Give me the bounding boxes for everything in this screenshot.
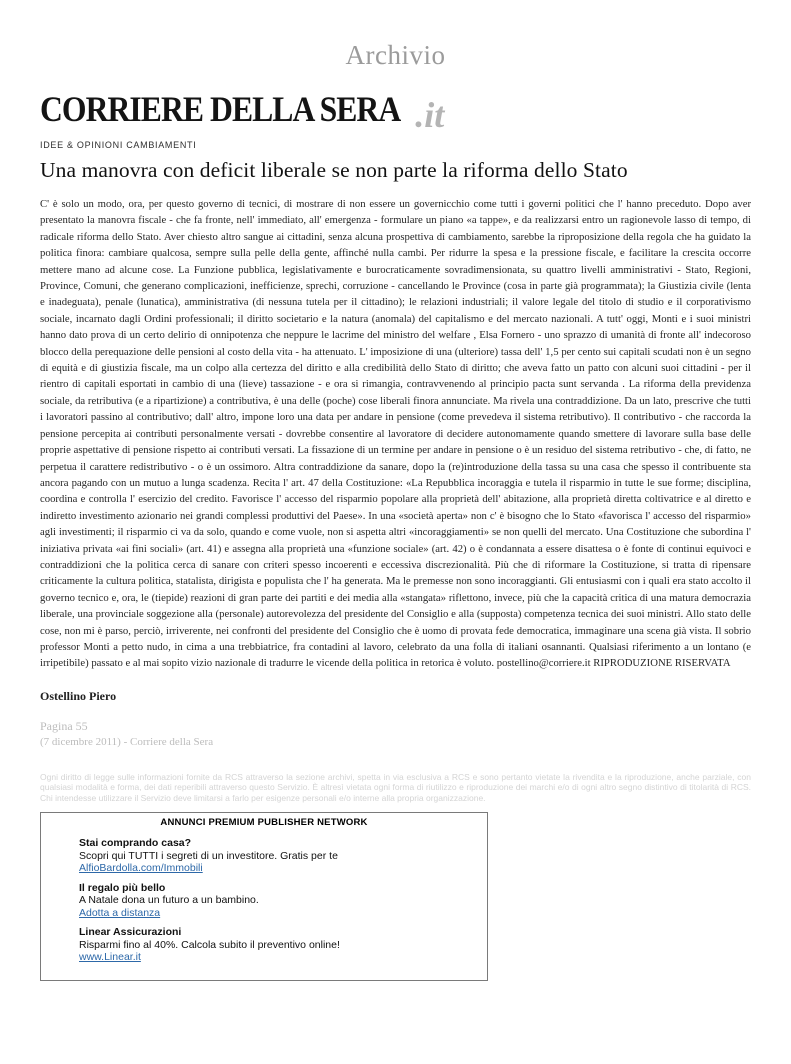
article-author: Ostellino Piero <box>40 688 117 703</box>
ad-item-description: A Natale dona un futuro a un bambino. <box>79 894 259 907</box>
ad-item <box>79 882 477 920</box>
logo-text: CORRIERE DELLA SERA <box>40 90 401 130</box>
article-body: C' è solo un modo, ora, per questo governo di tecnici, di mostrare di non essere un governicchio come tutti i governi politici che l' hanno preceduto. Dopo aver presentato la manovra fiscale - che fa fronte, nell' immediato, all' emergenza - formulare un piano «a tappe», e da realizzarsi entro un ragionevole lasso di tempo, di radicale riforma dello Stato. Aver chiesto altro sangue ai cittadini, senza alcuna prospettiva di cambiamento, sarebbe la riproposizione della regola che ha guidato la politica finora: cambiare qualcosa, sempre sulla pelle della gente, affinché nulla cambi. Per ridurre la spesa e la pressione fiscale, e facilitare la crescita occorre mettere mano ad alcune cose. La Funzione pubblica, legislativamente e burocraticamente sovradimensionata, su quattro livelli amministrativi - Stato, Regioni, Province, Comuni, che generano complicazioni, inefficienze, sprechi, corruzione - cancellando le Province (cosa in parte già programmata); la Giustizia civile (lenta e inadeguata), penale (lunatica), amministrativa (di nessuna tutela per il cittadino); le relazioni industriali; il valore legale del titolo di studio e il corporativismo sociale, incarnato dagli Ordini professionali; il diritto societario e la natura (anomala) del capitalismo e del mercato nazionali. A tutt' oggi, Monti e i suoi ministri hanno dato prova di un certo delirio di onnipotenza che neppure le lacrime del ministro del welfare , Elsa Fornero - uno sprazzo di umanità di fronte all' indecoroso blocco della perequazione delle pensioni al costo della vita - ha attenuato. L' imposizione di una (ulteriore) tassa dell' 1,5 per cento sui capitali scudati non è un segno di equità e di giustizia fiscale, ma un colpo alla certezza del diritto e alla credibilità dello Stato di diritto; che aveva fatto un patto con alcuni suoi cittadini - per il rientro di capitali esportati in cambio di una (lieve) tassazione - e ora si rimangia, contravvenendo al principio pacta sunt servanda . La riforma della previdenza sociale, da retributiva (e a ripartizione) a contributiva, è una delle (poche) cose liberali finora annunciate. Ma rivela una contraddizione. Da un lato, prescrive che tutti i lavoratori passino al contributivo; dall' altro, impone loro una data per andare in pensione (come prevedeva il sistema retributivo). Il contributivo - che raccorda la pensione percepita ai contributi personalmente versati - dovrebbe consentire al lavoratore di decidere autonomamente quando smettere di lavorare sulla base delle proprie aspettative di pensione rispetto ai contributi versati. La fissazione di un termine per andare in pensione o è un residuo del sistema retributivo - che, di fatto, ne perpetua il carattere redistributivo - o è un ossimoro. Altra contraddizione da sanare, dopo la (re)introduzione della tassa su una casa che spesso il contribuente sta ancora pagando con un mutuo a lunga scadenza. Recita l' art. 47 della Costituzione: «La Repubblica incoraggia e tutela il risparmio in tutte le sue forme; disciplina, coordina e controlla l' esercizio del credito. Favorisce l' accesso del risparmio popolare alla proprietà dell' abitazione, alla proprietà diretta coltivatrice e al diretto e indiretto investimento azionario nei grandi complessi produttivi del Paese». In una «società aperta» non c' è bisogno che lo Stato «favorisca l' accesso del risparmio» agli investimenti; il risparmio ci va da solo, quando e come vuole, non si aspetta altri «incoraggiamenti» se non quelli del mercato. Una Costituzione che subordina l' iniziativa privata «ai fini sociali» (art. 41) e assegna alla proprietà una «funzione sociale» (art. 42) o è condannata a essere disattesa o è fonte di continui equivoci e contraddizioni che la politica cerca di sanare con criteri spesso incoerenti e eccessiva discrezionalità. Più che di riformare la Costituzione, si tratta di ripensare criticamente la cultura politica, statalista, dirigista e populista che l' ha generata. Ma le premesse non sono incoraggianti. Gli entusiasmi con i quali era stato accolto il governo tecnico e, ora, le (tiepide) reazioni di gran parte dei partiti e dei media alla «stangata» riflettono, invece, più che la capacità critica di una matura democrazia liberale, una provinciale soggezione alla (personale) autorevolezza del presidente del Consiglio e alla (supposta) competenza tecnica dei suoi ministri. Allo stato delle cose, non mi è parso, perciò, irriverente, nei confronti del presidente del Consiglio che è uomo di provata fede democratica, immaginare una scena già vista. Il sobrio professor Monti a petto nudo, in cima a una trebbiatrice, fra contadini al lavoro, celebrato da una folla di italiani osannanti. Qualsiasi riferimento a un lontano (e irripetibile) passato e al mai sopito vizio nazionale di tradurre le vicende della politica in retorica è voluto. postellino@corriere.it RIPRODUZIONE RISERVATA <box>40 198 751 670</box>
corriere-logo[interactable] <box>40 90 751 135</box>
legal-notice: Ogni diritto di legge sulle informazioni fornite da RCS attraverso la sezione archivi, spetta in via esclusiva a RCS e sono pertanto vietate la rivendita e la riproduzione, anche parziale, con qualsiasi modalità e forma, dei dati reperibili attraverso questo Servizio. È altresì vietata ogni forma di riutilizzo e riproduzione dei marchi e/o di ogni altro segno distintivo di titolarità di RCS. Chi intendesse utilizzare il Servizio deve limitarsi a farlo per esigenze personali e/o interne alla propria organizzazione. <box>40 771 751 803</box>
archive-title: Archivio <box>345 40 446 70</box>
ad-items <box>79 837 477 964</box>
logo-it-suffix: .it <box>415 94 445 135</box>
ad-item <box>79 837 477 875</box>
ad-item <box>79 926 477 964</box>
section-label: IDEE & OPINIONI CAMBIAMENTI <box>40 140 197 150</box>
article-title: Una manovra con deficit liberale se non parte la riforma dello Stato <box>40 158 628 182</box>
ad-item-description: Risparmi fino al 40%. Calcola subito il preventivo online! <box>79 938 340 951</box>
ad-item-title: Stai comprando casa? <box>79 837 192 850</box>
article-page-ref: Pagina 55 <box>40 718 88 733</box>
ad-item-title: Il regalo più bello <box>79 881 166 894</box>
ad-item-link[interactable]: Adotta a distanza <box>79 906 161 919</box>
ad-network-header: ANNUNCI PREMIUM PUBLISHER NETWORK <box>160 817 368 829</box>
ad-box <box>40 812 488 981</box>
ad-item-link[interactable]: www.Linear.it <box>79 951 141 964</box>
ad-item-title: Linear Assicurazioni <box>79 926 182 939</box>
archive-page <box>0 40 791 981</box>
ad-item-link[interactable]: AlfioBardolla.com/Immobili <box>79 862 203 875</box>
article-date-source: (7 dicembre 2011) - Corriere della Sera <box>40 735 214 748</box>
ad-item-description: Scopri qui TUTTI i segreti di un investitore. Gratis per te <box>79 849 338 862</box>
